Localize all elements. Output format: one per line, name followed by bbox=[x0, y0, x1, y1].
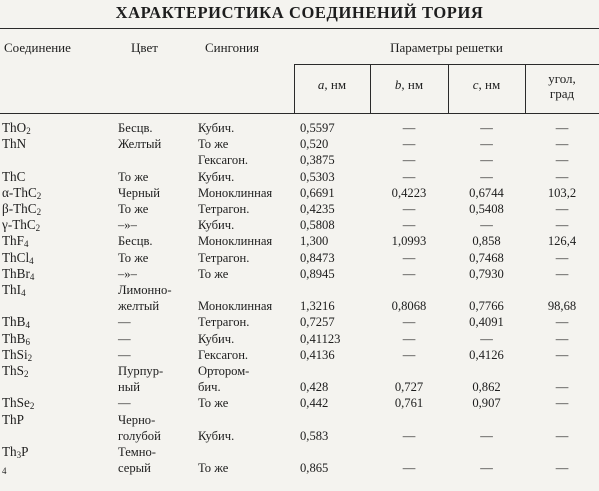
compound-element: C bbox=[27, 201, 37, 217]
angle-cell: — bbox=[555, 266, 569, 281]
syngony-cell: Тетрагон. bbox=[198, 202, 250, 217]
param-a-cell: 0,865 bbox=[300, 461, 329, 476]
angle-cell bbox=[525, 282, 599, 298]
angle-cell: 126,4 bbox=[547, 234, 577, 249]
compound-prefix: γ-Th bbox=[2, 217, 27, 233]
compound-cell bbox=[0, 185, 110, 201]
header-b bbox=[370, 77, 448, 92]
color-cell: ный bbox=[118, 380, 140, 395]
syngony-cell: Гексагон. bbox=[198, 347, 249, 362]
color-cell: –»– bbox=[118, 266, 137, 281]
color-cell: — bbox=[118, 331, 131, 346]
angle-cell: — bbox=[555, 153, 569, 168]
compound-element: Cl bbox=[16, 249, 30, 265]
compound-prefix: Th bbox=[2, 444, 17, 460]
compound-subscript: 4 bbox=[29, 255, 34, 266]
compound-prefix: β-Th bbox=[2, 201, 28, 217]
table-row bbox=[0, 395, 599, 411]
compound-element: S bbox=[16, 363, 24, 379]
compound-subscript: 2 bbox=[35, 223, 41, 234]
color-cell: Темно- bbox=[118, 445, 157, 460]
angle-cell: — bbox=[555, 428, 569, 443]
syngony-cell: Моноклинная bbox=[198, 299, 273, 314]
compound-element: I bbox=[16, 282, 22, 298]
compound-cell bbox=[0, 298, 110, 314]
syngony-cell: Гексагон. bbox=[198, 153, 249, 168]
compound-subscript-tail: 4 bbox=[2, 466, 7, 477]
angle-cell: — bbox=[555, 347, 569, 362]
param-c-cell: 0,858 bbox=[472, 234, 501, 249]
compound-element: C bbox=[27, 184, 37, 200]
color-cell: — bbox=[118, 347, 131, 362]
compound-subscript: 2 bbox=[27, 352, 33, 363]
param-b-cell: — bbox=[402, 266, 416, 281]
color-cell: серый bbox=[118, 461, 151, 476]
table-row bbox=[0, 428, 599, 444]
color-cell: Бесцв. bbox=[118, 121, 153, 135]
header-angle-line2: град bbox=[549, 86, 575, 101]
param-b-cell bbox=[370, 412, 448, 428]
header-b-var: b bbox=[394, 77, 402, 92]
param-a-cell: 0,7257 bbox=[300, 315, 335, 330]
param-b-cell: — bbox=[402, 250, 416, 265]
compound-subscript: 2 bbox=[36, 207, 42, 218]
syngony-cell: Кубич. bbox=[198, 121, 235, 135]
syngony-cell: Тетрагон. bbox=[198, 315, 250, 330]
table-row bbox=[0, 217, 599, 233]
compound-element: C bbox=[26, 217, 36, 233]
header-a-var: a bbox=[317, 77, 325, 92]
param-b-cell: — bbox=[402, 461, 416, 476]
compound-cell bbox=[0, 233, 110, 249]
compound-prefix: Th bbox=[2, 265, 17, 281]
compound-element: B bbox=[16, 330, 26, 346]
param-b-cell: — bbox=[402, 347, 416, 362]
table-row bbox=[0, 233, 599, 249]
syngony-cell: Кубич. bbox=[198, 218, 235, 233]
compound-prefix: Th bbox=[2, 330, 17, 346]
header-c-unit: , нм bbox=[478, 77, 501, 92]
compound-prefix: Th bbox=[2, 233, 17, 249]
compound-element: O bbox=[16, 120, 27, 135]
color-cell: Бесцв. bbox=[118, 234, 153, 249]
param-a-cell: 1,300 bbox=[300, 234, 329, 249]
compound-cell bbox=[0, 460, 110, 476]
compound-cell bbox=[0, 395, 110, 411]
color-cell: Черно- bbox=[118, 412, 156, 427]
syngony-cell: Кубич. bbox=[198, 331, 235, 346]
table-row bbox=[0, 169, 599, 185]
table-row bbox=[0, 201, 599, 217]
param-a-cell: 0,5597 bbox=[300, 121, 335, 135]
syngony-cell: Кубич. bbox=[198, 428, 235, 443]
param-b-cell: — bbox=[402, 218, 416, 233]
compound-subscript: 4 bbox=[24, 239, 29, 250]
compound-cell bbox=[0, 136, 110, 152]
compound-element: F bbox=[16, 233, 24, 249]
angle-cell: 98,68 bbox=[547, 299, 577, 314]
param-b-cell: 0,727 bbox=[394, 380, 424, 395]
param-c-cell: 0,7930 bbox=[469, 266, 504, 281]
compound-prefix: α-Th bbox=[2, 184, 28, 200]
param-b-cell bbox=[370, 282, 448, 298]
compound-subscript: 2 bbox=[26, 126, 31, 136]
angle-cell bbox=[525, 363, 599, 379]
param-c-cell: — bbox=[480, 218, 493, 233]
param-b-cell: — bbox=[402, 169, 416, 184]
table-row bbox=[0, 136, 599, 152]
param-c-cell: 0,862 bbox=[472, 380, 501, 395]
param-a-cell: 0,428 bbox=[300, 380, 329, 395]
angle-cell: — bbox=[555, 315, 569, 330]
header-b-unit: , нм bbox=[401, 77, 424, 92]
param-c-cell: 0,7766 bbox=[469, 299, 504, 314]
param-a-cell: 1,3216 bbox=[300, 299, 335, 314]
param-a-cell bbox=[294, 412, 370, 428]
syngony-cell: То же bbox=[198, 396, 229, 411]
color-cell: голубой bbox=[118, 428, 161, 443]
param-c-cell: — bbox=[480, 121, 493, 135]
param-c-cell: — bbox=[480, 331, 493, 346]
param-a-cell: 0,41123 bbox=[300, 331, 341, 346]
table-row bbox=[0, 250, 599, 266]
compound-subscript: 3 bbox=[16, 450, 22, 461]
compound-element: B bbox=[16, 314, 26, 330]
param-c-cell bbox=[448, 363, 525, 379]
syngony-cell: То же bbox=[198, 266, 229, 281]
compound-prefix: Th bbox=[2, 249, 17, 265]
compound-subscript: 4 bbox=[25, 320, 30, 331]
param-c-cell bbox=[448, 444, 525, 460]
angle-cell: — bbox=[555, 380, 569, 395]
header-angle-line1: угол, bbox=[548, 71, 576, 86]
syngony-cell: То же bbox=[198, 137, 229, 152]
param-a-cell: 0,6691 bbox=[300, 185, 335, 200]
compounds-table bbox=[0, 120, 599, 476]
header-lattice: Параметры решетки bbox=[390, 40, 503, 55]
param-a-cell: 0,4235 bbox=[300, 202, 335, 217]
table-row bbox=[0, 460, 599, 476]
param-c-cell: 0,4126 bbox=[469, 347, 504, 362]
angle-cell: 103,2 bbox=[547, 185, 577, 200]
compound-cell bbox=[0, 201, 110, 217]
table-row bbox=[0, 282, 599, 298]
compound-cell bbox=[0, 266, 110, 282]
header-angle bbox=[525, 71, 599, 101]
table-row bbox=[0, 152, 599, 168]
compound-cell bbox=[0, 282, 110, 298]
compound-cell bbox=[0, 120, 110, 136]
syngony-cell bbox=[192, 282, 294, 298]
compound-prefix: Th bbox=[2, 395, 17, 411]
angle-cell: — bbox=[555, 169, 569, 184]
param-b-cell bbox=[370, 363, 448, 379]
angle-cell: — bbox=[555, 137, 569, 152]
param-b-cell: — bbox=[402, 315, 416, 330]
syngony-cell bbox=[192, 444, 294, 460]
angle-cell: — bbox=[555, 121, 569, 135]
color-cell: Пурпур- bbox=[118, 364, 164, 379]
header-c bbox=[448, 77, 525, 92]
param-b-cell: 1,0993 bbox=[391, 234, 427, 249]
param-c-cell: 0,6744 bbox=[469, 185, 504, 200]
header-compound: Соединение bbox=[4, 40, 71, 55]
table-row bbox=[0, 363, 599, 379]
param-b-cell: — bbox=[402, 137, 416, 152]
compound-prefix: Th bbox=[2, 363, 17, 379]
param-c-cell: 0,5408 bbox=[469, 202, 504, 217]
compound-subscript: 4 bbox=[29, 271, 35, 282]
color-cell: Черный bbox=[118, 185, 161, 200]
table-row bbox=[0, 120, 599, 136]
angle-cell bbox=[525, 444, 599, 460]
param-a-cell bbox=[294, 282, 370, 298]
color-cell: — bbox=[118, 396, 131, 411]
param-b-cell: 0,4223 bbox=[391, 185, 427, 200]
syngony-cell: Тетрагон. bbox=[198, 250, 250, 265]
param-a-cell: 0,442 bbox=[300, 396, 329, 411]
table-title: ХАРАКТЕРИСТИКА СОЕДИНЕНИЙ ТОРИЯ bbox=[115, 3, 484, 22]
param-c-cell: 0,907 bbox=[472, 396, 501, 411]
param-b-cell: 0,761 bbox=[394, 396, 424, 411]
compound-subscript: 2 bbox=[24, 369, 29, 380]
compound-cell bbox=[0, 379, 110, 395]
compound-prefix: Th bbox=[2, 120, 17, 135]
angle-cell: — bbox=[555, 396, 569, 411]
param-a-cell: 0,8945 bbox=[300, 266, 335, 281]
top-rule bbox=[0, 28, 599, 29]
table-row bbox=[0, 347, 599, 363]
syngony-cell: Ортором- bbox=[198, 364, 250, 379]
angle-cell bbox=[525, 412, 599, 428]
compound-cell bbox=[0, 412, 110, 428]
param-c-cell bbox=[448, 412, 525, 428]
param-a-cell: 0,583 bbox=[300, 428, 329, 443]
compound-prefix: ThP bbox=[2, 411, 24, 427]
compound-subscript: 4 bbox=[21, 288, 26, 299]
compound-subscript: 2 bbox=[36, 190, 42, 201]
color-cell: То же bbox=[118, 250, 149, 265]
color-cell: — bbox=[118, 315, 131, 330]
compound-cell bbox=[0, 331, 110, 347]
table-row bbox=[0, 412, 599, 428]
header-c-var: c bbox=[472, 77, 479, 92]
param-c-cell: — bbox=[480, 153, 493, 168]
param-b-cell: 0,8068 bbox=[391, 299, 427, 314]
param-a-cell bbox=[294, 444, 370, 460]
color-cell: Лимонно- bbox=[118, 283, 172, 298]
lattice-rule bbox=[294, 64, 599, 65]
param-a-cell: 0,5808 bbox=[300, 218, 335, 233]
syngony-cell: бич. bbox=[198, 380, 221, 395]
param-b-cell: — bbox=[402, 202, 416, 217]
compound-prefix: Th bbox=[2, 314, 17, 330]
compound-cell bbox=[0, 444, 110, 460]
compound-cell bbox=[0, 314, 110, 330]
compound-element: Br bbox=[16, 265, 30, 281]
compound-cell bbox=[0, 152, 110, 168]
param-b-cell: — bbox=[402, 153, 416, 168]
header-color: Цвет bbox=[131, 40, 158, 55]
syngony-cell: Моноклинная bbox=[198, 185, 273, 200]
color-cell: Желтый bbox=[118, 137, 162, 152]
compound-cell bbox=[0, 250, 110, 266]
compound-cell bbox=[0, 428, 110, 444]
param-a-cell: 0,5303 bbox=[300, 169, 335, 184]
param-c-cell: 0,4091 bbox=[469, 315, 504, 330]
compound-prefix: Th bbox=[2, 282, 17, 298]
param-b-cell: — bbox=[402, 331, 416, 346]
table-row bbox=[0, 266, 599, 282]
compound-subscript: 2 bbox=[29, 401, 35, 412]
angle-cell: — bbox=[555, 202, 569, 217]
angle-cell: — bbox=[555, 331, 569, 346]
header-syngony: Сингония bbox=[205, 40, 259, 55]
header-a-unit: , нм bbox=[324, 77, 347, 92]
param-c-cell: 0,7468 bbox=[469, 250, 504, 265]
param-c-cell: — bbox=[480, 461, 493, 476]
syngony-cell: Кубич. bbox=[198, 169, 235, 184]
color-cell bbox=[110, 152, 192, 168]
param-a-cell: 0,520 bbox=[300, 137, 329, 152]
compound-prefix: ThN bbox=[2, 136, 27, 152]
compound-prefix: ThC bbox=[2, 168, 26, 184]
param-c-cell: — bbox=[480, 169, 493, 184]
angle-cell: — bbox=[555, 250, 569, 265]
table-row bbox=[0, 298, 599, 314]
syngony-cell: То же bbox=[198, 461, 229, 476]
color-cell: –»– bbox=[118, 218, 137, 233]
param-c-cell: — bbox=[480, 137, 493, 152]
table-row bbox=[0, 331, 599, 347]
header-rule bbox=[0, 113, 599, 114]
param-a-cell bbox=[294, 363, 370, 379]
angle-cell: — bbox=[555, 218, 569, 233]
compound-cell bbox=[0, 363, 110, 379]
color-cell: То же bbox=[118, 169, 149, 184]
param-b-cell: — bbox=[402, 428, 416, 443]
compound-element: Si bbox=[16, 346, 28, 362]
compound-suffix: P bbox=[21, 444, 29, 460]
param-c-cell bbox=[448, 282, 525, 298]
compound-element: Se bbox=[16, 395, 30, 411]
table-row bbox=[0, 379, 599, 395]
param-a-cell: 0,3875 bbox=[300, 153, 335, 168]
table-row bbox=[0, 185, 599, 201]
compound-subscript: 6 bbox=[25, 336, 30, 347]
compound-prefix: Th bbox=[2, 346, 17, 362]
compound-cell bbox=[0, 169, 110, 185]
param-a-cell: 0,8473 bbox=[300, 250, 335, 265]
table-row bbox=[0, 314, 599, 330]
param-b-cell bbox=[370, 444, 448, 460]
param-a-cell: 0,4136 bbox=[300, 347, 335, 362]
header-a bbox=[294, 77, 370, 92]
color-cell: То же bbox=[118, 202, 149, 217]
syngony-cell bbox=[192, 412, 294, 428]
param-b-cell: — bbox=[402, 121, 416, 135]
param-c-cell: — bbox=[480, 428, 493, 443]
compound-cell bbox=[0, 217, 110, 233]
syngony-cell: Моноклинная bbox=[198, 234, 273, 249]
color-cell: желтый bbox=[118, 299, 160, 314]
compound-cell bbox=[0, 347, 110, 363]
table-row bbox=[0, 444, 599, 460]
angle-cell: — bbox=[555, 461, 569, 476]
